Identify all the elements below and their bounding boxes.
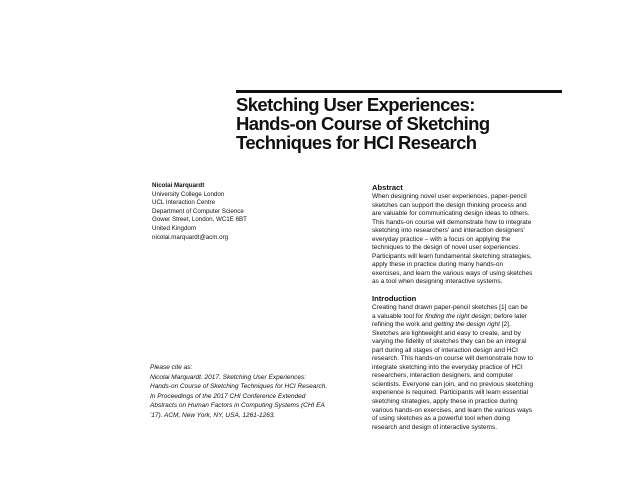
title-line: Hands-on Course of Sketching [236,113,490,134]
citation-line: Please cite as: [150,364,193,371]
title-line: Techniques for HCI Research [236,132,477,153]
abstract-line: as a tool when designing interactive systems. [372,278,503,286]
introduction-section [372,294,572,432]
author-department: UCL Interaction Centre [152,199,216,207]
introduction-line: research. This hands-on course will demonstrate how to [372,355,534,363]
abstract-line: This hands-on course will demonstrate how to integrate [372,218,532,226]
citation-line: In Proceedings of the 2017 CHI Conference Extended [150,392,306,400]
abstract-line: exercises, and learn the various ways of using sketches [372,269,533,277]
introduction-line: various hands-on exercises, and learn the various ways [372,406,533,414]
introduction-line: part during all stages of interaction design and HCI [372,346,518,354]
text-run: ; before later [490,312,528,320]
title-rule [236,90,562,93]
text-run: a valuable tool for [372,312,426,320]
introduction-line: researchers, interaction designers, and computer [372,372,514,380]
author-department: Department of Computer Science [152,207,244,215]
author-affiliation: University College London [152,190,225,198]
introduction-line: Creating hand drawn paper-pencil sketches [1] can be [372,304,528,311]
abstract-heading: Abstract [372,183,403,192]
paper-title [236,95,566,152]
introduction-heading: Introduction [372,294,417,303]
author-address: Gower Street, London, WC1E 6BT [152,216,247,224]
introduction-line: research and design of interactive systems. [372,423,498,431]
introduction-line: of using sketches as a powerful tool when doing [372,415,511,423]
introduction-line: experience is required. Participants will learn essential [372,389,529,397]
text-run: [2]. [499,321,511,329]
author-email: nicolai.marquardt@acm.org [152,233,229,241]
abstract-line: sketches can support the design thinking process and [372,201,527,209]
author-block [152,182,352,242]
citation-line: '17). ACM, New York, NY, USA, 1261-1263. [150,411,276,419]
emphasis-text: getting the design right [434,321,500,329]
abstract-line: When designing novel user experiences, paper-pencil [372,193,527,200]
citation-line: Hands-on Course of Sketching Techniques for HCI Research. [150,383,328,391]
abstract-line: apply these in practice during many hands-on [372,261,504,269]
introduction-line: Sketches are lightweight and easy to create, and by [372,329,521,337]
introduction-line: scientists. Everyone can join, and no previous sketching [372,380,534,388]
abstract-line: techniques to the design of novel user experiences. [372,244,521,252]
title-line: Sketching User Experiences: [236,94,475,115]
citation-line: Abstracts on Human Factors in Computing Systems (CHI EA [150,402,325,410]
introduction-line: varying the fidelity of sketches they can be an integral [372,338,527,346]
introduction-line: integrate sketching into the everyday practice of HCI [372,363,523,371]
emphasis-text: finding the right design [425,312,491,320]
abstract-section [372,183,572,287]
introduction-line [372,321,572,330]
text-run: refining the work and [372,321,435,329]
abstract-line: everyday practice – with a focus on applying the [372,235,511,243]
introduction-line: sketching strategies, apply these in practice during [372,398,518,406]
introduction-line [372,313,572,322]
abstract-line: are valuable for communicating design ideas to others. [372,210,530,218]
citation-block [150,363,355,421]
citation-line: Nicolai Marquardt. 2017. Sketching User Experiences: [150,373,307,381]
author-name: Nicolai Marquardt [152,182,205,189]
abstract-line: sketching into researchers' and interaction designers' [372,227,525,235]
author-country: United Kingdom [152,224,197,232]
abstract-line: Participants will learn fundamental sketching strategies, [372,252,532,260]
